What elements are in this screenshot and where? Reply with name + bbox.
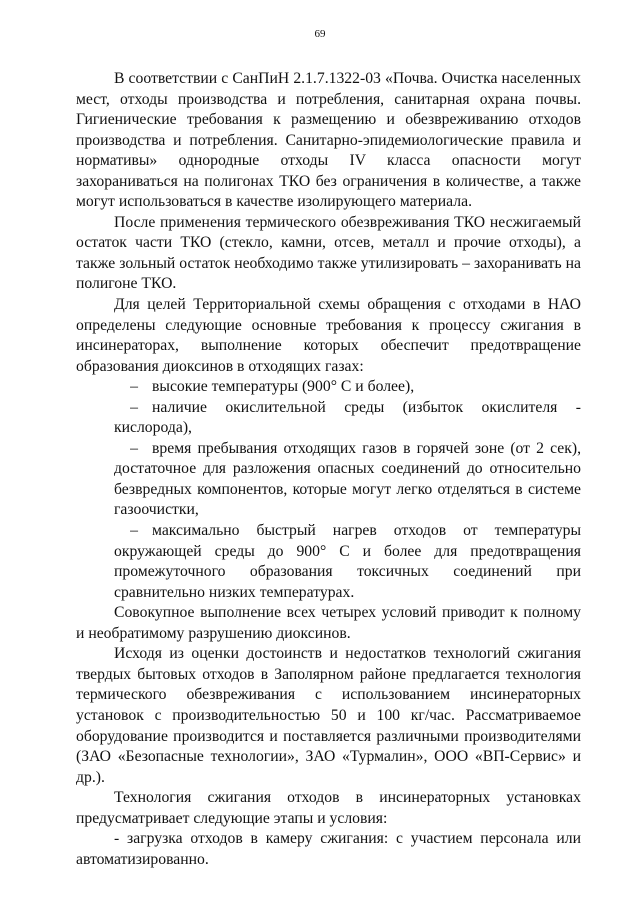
list-dash: – <box>130 439 138 457</box>
list-item-text: высокие температуры (900° С и более), <box>152 378 415 396</box>
list-dash: – <box>130 522 138 540</box>
paragraph-technology-choice: Исходя из оценки достоинств и недостатков технологий сжигания твердых бытовых отходов в Заполярном районе предлагается технология термического обезвреживания с использованием инсинераторных установок с производительностью 50 и 100 кг/час. Рассматриваемое оборудование производится и поставляется различными производителями (ЗАО «Безопасные технологии», ЗАО «Турмалин», ООО «ВП-Сервис» и др.). <box>76 645 581 786</box>
list-dash: – <box>130 398 138 416</box>
list-item-text: максимально быстрый нагрев отходов от температуры окружающей среды до 900° С и более для предотвращения промежуточного образования токсичных соединений при сравнительно низких температурах. <box>114 522 581 601</box>
paragraph-loading-stage: - загрузка отходов в камеру сжигания: с участием персонала или автоматизированно. <box>76 830 581 868</box>
list-item-text: наличие окислительной среды (избыток окислителя - кислорода), <box>114 398 581 437</box>
page-number: 69 <box>314 28 326 40</box>
list-dash: – <box>130 378 138 396</box>
paragraph-dioxin-destruction: Совокупное выполнение всех четырех условий приводит к полному и необратимому разрушению диоксинов. <box>76 604 581 642</box>
paragraph-requirements: Для целей Территориальной схемы обращения с отходами в НАО определены следующие основные требования к процессу сжигания в инсинераторах, выполнение которых обеспечит предотвращение образования диоксинов в отходящих газах: <box>76 296 581 375</box>
paragraph-residue: После применения термического обезвреживания ТКО несжигаемый остаток части ТКО (стекло, камни, отсев, металл и прочие отходы), а также зольный остаток необходимо также утилизировать – захоранивать на полигоне ТКО. <box>76 213 581 293</box>
paragraph-sanpin: В соответствии с СанПиН 2.1.7.1322-03 «Почва. Очистка населенных мест, отходы производства и потребления, санитарная охрана почвы. Гигиенические требования к размещению и обезвреживанию отходов производства и потребления. Санитарно-эпидемиологические правила и нормативы» однородные отходы IV класса опасности могут захораниваться на полигонах ТКО без ограничения в количестве, а также могут использоваться в качестве изолирующего материала. <box>76 70 581 211</box>
paragraph-stages-intro: Технология сжигания отходов в инсинераторных установках предусматривает следующие этапы и условия: <box>76 789 581 827</box>
list-item-text: время пребывания отходящих газов в горячей зоне (от 2 сек), достаточное для разложения опасных соединений до относительно безвредных компонентов, которые могут легко отделяться в системе газоочистки, <box>114 439 581 519</box>
body-text <box>76 69 581 870</box>
list-item <box>76 439 581 521</box>
list-item <box>76 398 581 439</box>
list-item <box>76 521 581 603</box>
list-item <box>76 377 581 398</box>
